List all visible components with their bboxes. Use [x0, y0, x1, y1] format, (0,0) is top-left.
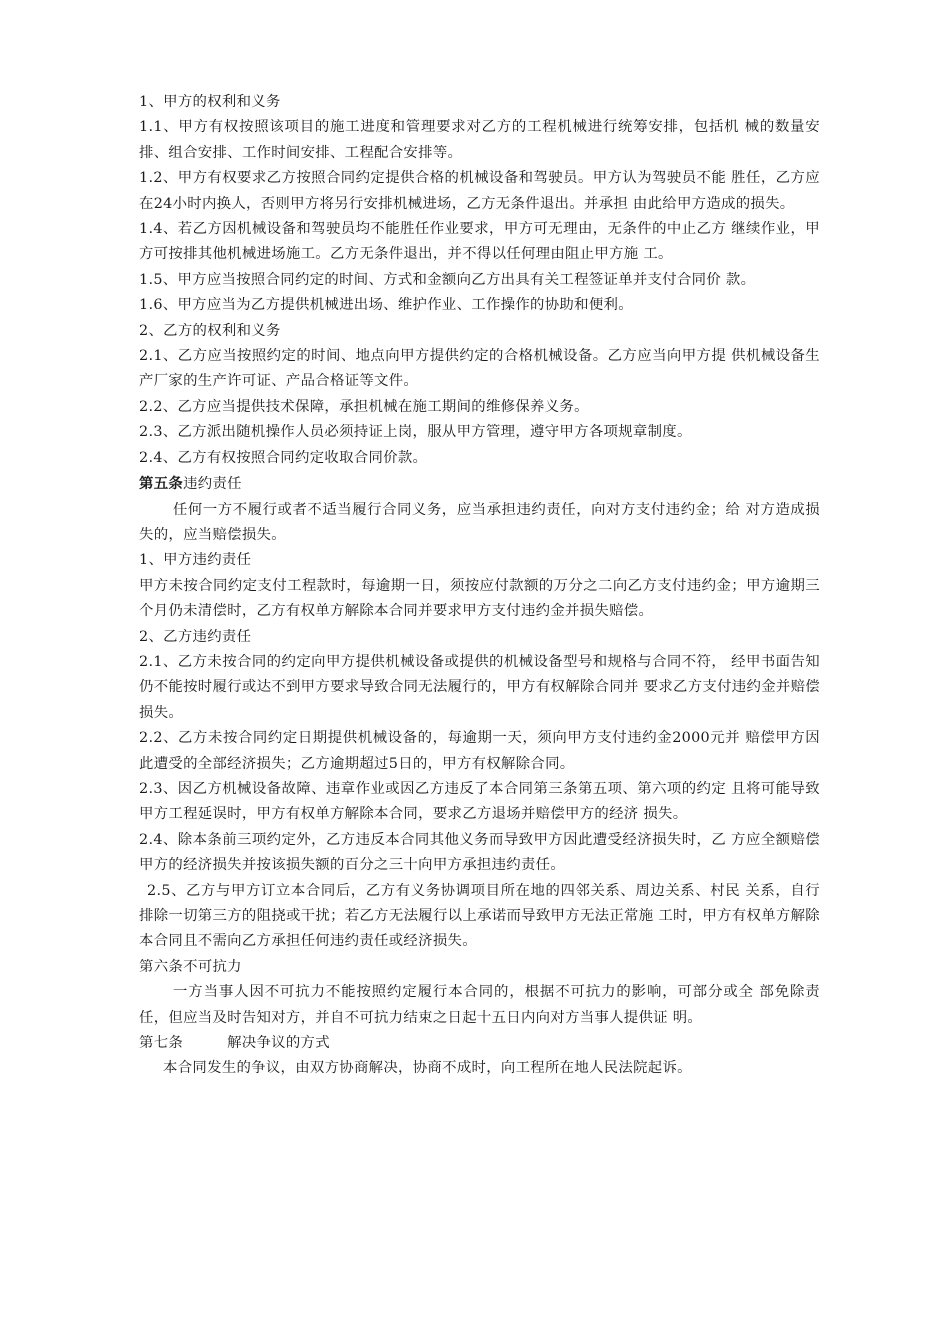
liability-clause-2-5: 2.5、乙方与甲方订立本合同后，乙方有义务协调项目所在地的四邻关系、周边关系、村民 关系，自行排除一切第三方的阻挠或干扰；若乙方无法履行以上承诺而导致甲方无法正常施 工时，甲方有权单方解除本合同且不需向乙方承担任何违约责任或经济损失。 [139, 882, 820, 950]
clause-2-1: 2.1、乙方应当按照约定的时间、地点向甲方提供约定的合格机械设备。乙方应当向甲方提 供机械设备生产厂家的生产许可证、产品合格证等文件。 [139, 348, 820, 390]
party-a-liability-text: 甲方未按合同约定支付工程款时，每逾期一日，须按应付款额的万分之二向乙方支付违约金；甲方逾期三个月仍未清偿时，乙方有权单方解除本合同并要求甲方支付违约金并损失赔偿。 [139, 577, 820, 620]
article-5-number: 第五条 [139, 475, 184, 493]
liability-clause-2-1: 2.1、乙方未按合同的约定向甲方提供机械设备或提供的机械设备型号和规格与合同不符， 经甲书面告知仍不能按时履行或达不到甲方要求导致合同无法履行的，甲方有权解除合同并 要求乙方支付违约金并赔偿损失。 [139, 653, 820, 721]
article-7-title: 解决争议的方式 [227, 1035, 330, 1052]
article-7-text: 本合同发生的争议，由双方协商解决，协商不成时，向工程所在地人民法院起诉。 [163, 1060, 692, 1077]
section-heading-party-b-rights: 2、乙方的权利和义务 [139, 322, 281, 339]
article-5-title: 违约责任 [183, 476, 242, 493]
clause-1-1: 1.1、甲方有权按照该项目的施工进度和管理要求对乙方的工程机械进行统筹安排，包括机 械的数量安排、组合安排、工作时间安排、工程配合安排等。 [139, 119, 820, 161]
clause-2-3: 2.3、乙方派出随机操作人员必须持证上岗，服从甲方管理，遵守甲方各项规章制度。 [139, 424, 692, 441]
liability-clause-2-3: 2.3、因乙方机械设备故障、违章作业或因乙方违反了本合同第三条第五项、第六项的约定 且将可能导致甲方工程延误时，甲方有权单方解除本合同，要求乙方退场并赔偿甲方的经济 损失。 [139, 780, 820, 823]
liability-clause-2-4: 2.4、除本条前三项约定外，乙方违反本合同其他义务而导致甲方因此遭受经济损失时，乙 方应全额赔偿甲方的经济损失并按该损失额的百分之三十向甲方承担违约责任。 [139, 831, 820, 874]
article-6-text: 一方当事人因不可抗力不能按照约定履行本合同的，根据不可抗力的影响，可部分或全 部免除责任，但应当及时告知对方，并自不可抗力结束之日起十五日内向对方当事人提供证 明。 [139, 984, 820, 1026]
contract-text [139, 90, 820, 1082]
article-6-heading: 第六条不可抗力 [139, 958, 242, 975]
clause-1-2: 1.2、甲方有权要求乙方按照合同约定提供合格的机械设备和驾驶员。甲方认为驾驶员不能 胜任，乙方应在24小时内换人，否则甲方将另行安排机械进场，乙方无条件退出。并承担 由此给甲方造成的损失。 [139, 170, 820, 212]
section-heading-party-b-liability: 2、乙方违约责任 [139, 628, 252, 645]
clause-2-2: 2.2、乙方应当提供技术保障，承担机械在施工期间的维修保养义务。 [139, 398, 589, 415]
clause-1-5: 1.5、甲方应当按照合同约定的时间、方式和金额向乙方出具有关工程签证单并支付合同价 款。 [139, 271, 756, 288]
liability-clause-2-2: 2.2、乙方未按合同约定日期提供机械设备的，每逾期一天，须向甲方支付违约金2000元并 赔偿甲方因此遭受的全部经济损失；乙方逾期超过5日的，甲方有权解除合同。 [139, 730, 820, 772]
article-5-heading [139, 471, 820, 497]
clause-1-6: 1.6、甲方应当为乙方提供机械进出场、维护作业、工作操作的协助和便利。 [139, 297, 633, 314]
article-5-intro: 任何一方不履行或者不适当履行合同义务，应当承担违约责任，向对方支付违约金；给 对方造成损失的，应当赔偿损失。 [139, 501, 820, 543]
clause-2-4: 2.4、乙方有权按照合同约定收取合同价款。 [139, 449, 428, 466]
article-7-heading [139, 1031, 820, 1056]
clause-1-4: 1.4、若乙方因机械设备和驾驶员均不能胜任作业要求，甲方可无理由，无条件的中止乙方 继续作业，甲方可按排其他机械进场施工。乙方无条件退出，并不得以任何理由阻止甲方施 工。 [139, 221, 820, 263]
section-heading-party-a-rights: 1、甲方的权利和义务 [139, 94, 281, 110]
article-7-number: 第七条 [139, 1035, 184, 1052]
section-heading-party-a-liability: 1、甲方违约责任 [139, 552, 252, 569]
